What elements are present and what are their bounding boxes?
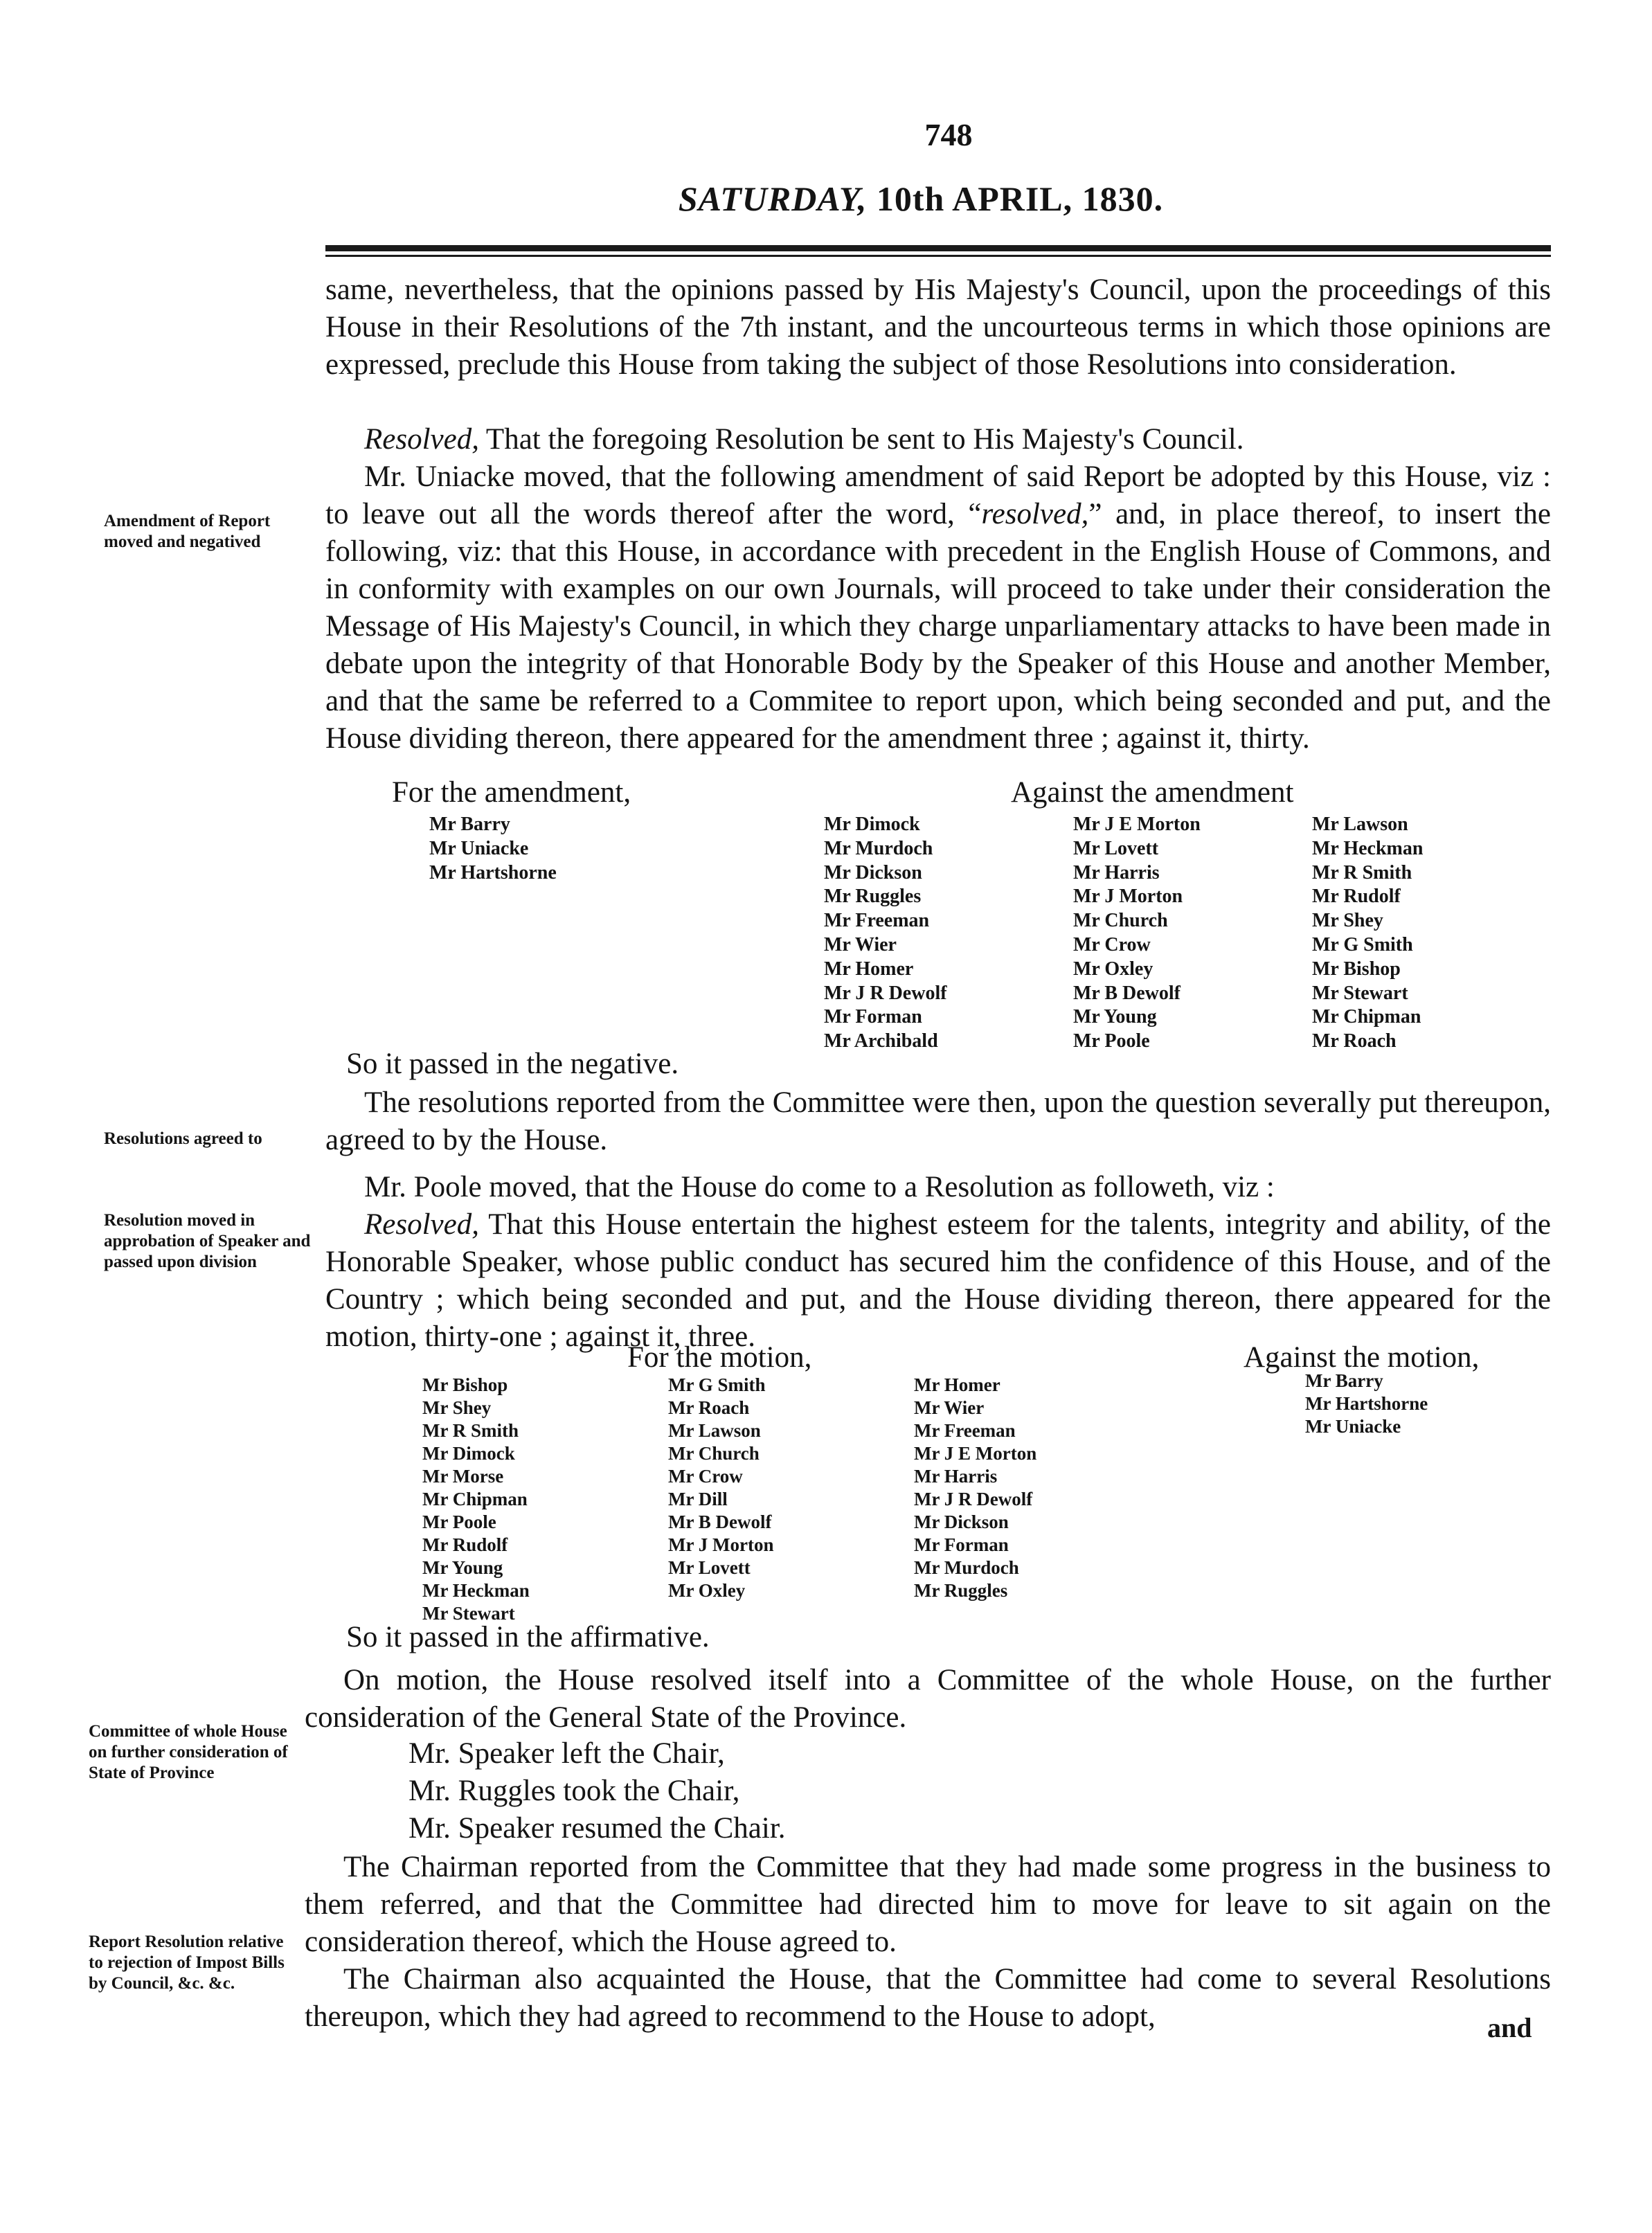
list-item: Mr Ruggles — [824, 886, 922, 908]
list-item: Mr Stewart — [422, 1603, 515, 1624]
list-item: Mr Heckman — [422, 1580, 530, 1601]
paragraph-continuation: same, nevertheless, that the opinions passed by His Majesty's Council, upon the proceedings of this House in their Resolutions of the 7th instant, and the uncourteous terms in which those opinions are expressed, preclude this House from taking the subject of those Resolutions into consideration. — [325, 273, 1551, 381]
list-item: Mr Young — [422, 1557, 503, 1578]
against-motion-heading: Against the motion, — [1244, 1341, 1480, 1374]
list-item: Mr Dimock — [422, 1443, 515, 1464]
list-item: Mr B Dewolf — [1073, 982, 1180, 1004]
list-item: Mr J E Morton — [1073, 814, 1201, 835]
paragraph-chairman-reported: The Chairman reported from the Committee that they had made some progress in the business to them referred, and that the Committee had directed him to move for leave to sit again on the consideration thereof, which the House agreed to. — [305, 1851, 1551, 1958]
margin-note-resolution-moved: Resolution moved in approbation of Speaker and passed upon division — [104, 1211, 311, 1271]
list-item: Mr Homer — [914, 1374, 1000, 1395]
running-head-day: SATURDAY, — [678, 179, 868, 218]
resolved-text: That the foregoing Resolution be sent to His Majesty's Council. — [478, 423, 1244, 456]
resolved-text: That this House entertain the highest esteem for the talents, integrity and ability, of the Honorable Speaker, whose public conduct has secured him the confidence of this House, and of the Country ; which being seconded and put, and the House dividing thereon, there appeared for the motion, thirty-one ; against it, three. — [325, 1208, 1551, 1353]
list-item: Mr Chipman — [1312, 1006, 1421, 1028]
list-item: Mr Murdoch — [824, 837, 933, 859]
ruggles-took-chair: Mr. Ruggles took the Chair, — [408, 1775, 740, 1807]
list-item: Mr Dimock — [824, 814, 920, 835]
for-motion-list-col2 — [668, 1374, 773, 1602]
list-item: Mr G Smith — [1312, 933, 1413, 956]
paragraph-uniacke-amendment — [325, 458, 1551, 757]
list-item: Mr Forman — [914, 1534, 1009, 1555]
list-item: Mr Poole — [1073, 1030, 1150, 1052]
list-item: Mr Heckman — [1312, 837, 1424, 859]
list-item: Mr R Smith — [422, 1420, 519, 1441]
paragraph-committee-whole-house: On motion, the House resolved itself into a Committee of the whole House, on the further consideration of the General State of the Province. — [305, 1664, 1551, 1734]
list-item: Mr Uniacke — [429, 837, 529, 859]
against-amendment-list-col2 — [1073, 813, 1201, 1054]
header-rule-thick — [325, 245, 1551, 251]
list-item: Mr Hartshorne — [429, 861, 557, 884]
list-item: Mr J R Dewolf — [914, 1489, 1033, 1509]
running-head-date: 10th APRIL, 1830. — [876, 179, 1164, 218]
amendment-quoted-word: resolved, — [981, 498, 1089, 530]
against-amendment-list-col1 — [824, 813, 947, 1054]
list-item: Mr Lovett — [1073, 837, 1159, 859]
list-item: Mr B Dewolf — [668, 1512, 772, 1532]
list-item: Mr Forman — [824, 1006, 922, 1028]
list-item: Mr Wier — [914, 1397, 985, 1418]
result-affirmative: So it passed in the affirmative. — [346, 1621, 710, 1653]
resolved-lead: Resolved, — [364, 1208, 479, 1241]
list-item: Mr Dickson — [914, 1512, 1009, 1532]
list-item: Mr Morse — [422, 1466, 504, 1487]
paragraph-resolutions-agreed: The resolutions reported from the Committee were then, upon the question severally put thereupon, agreed to by the House. — [325, 1086, 1551, 1156]
margin-note-amendment: Amendment of Report moved and negatived — [104, 512, 271, 551]
list-item: Mr Oxley — [1073, 958, 1153, 980]
list-item: Mr Lovett — [668, 1557, 751, 1578]
catch-word: and — [1487, 2012, 1532, 2043]
against-amendment-list-col3 — [1312, 813, 1423, 1054]
list-item: Mr Church — [668, 1443, 760, 1464]
list-item: Mr Church — [1073, 910, 1168, 932]
list-item: Mr Harris — [914, 1466, 998, 1487]
against-motion-list — [1305, 1370, 1428, 1438]
list-item: Mr Oxley — [668, 1580, 746, 1601]
for-amendment-heading: For the amendment, — [392, 776, 631, 809]
for-motion-heading: For the motion, — [627, 1341, 812, 1374]
list-item: Mr Chipman — [422, 1489, 528, 1509]
resolved-lead: Resolved, — [364, 423, 479, 456]
list-item: Mr Dickson — [824, 861, 922, 884]
result-negative: So it passed in the negative. — [346, 1048, 679, 1080]
list-item: Mr Freeman — [824, 910, 930, 932]
list-item: Mr Bishop — [1312, 958, 1401, 980]
for-amendment-list — [429, 813, 557, 885]
list-item: Mr Rudolf — [1312, 886, 1401, 908]
list-item: Mr Crow — [1073, 933, 1151, 956]
for-motion-list-col3 — [914, 1374, 1036, 1602]
running-head — [609, 179, 1232, 219]
paragraph-poole-motion: Mr. Poole moved, that the House do come to a Resolution as followeth, viz : — [364, 1171, 1275, 1203]
list-item: Mr Roach — [668, 1397, 750, 1418]
list-item: Mr Harris — [1073, 861, 1160, 884]
list-item: Mr Rudolf — [422, 1534, 508, 1555]
page-number: 748 — [924, 117, 973, 152]
list-item: Mr G Smith — [668, 1374, 766, 1395]
against-amendment-heading: Against the amendment — [1011, 776, 1294, 809]
list-item: Mr Homer — [824, 958, 914, 980]
list-item: Mr Barry — [429, 814, 510, 835]
amendment-text-b: ” and, in place thereof, to insert the following, viz: that this House, in accordance with precedent in the English House of Commons, and in conformity with examples on our own Journals, will proceed to take under their consideration the Message of His Majesty's Council, in which they charge unparliamentary attacks to have been made in debate upon the integrity of that Honorable Body by the Speaker of this House and another Member, and that the same be referred to a Commitee to report upon, which being seconded and put, and the House dividing thereon, there appeared for the amendment three ; against it, thirty. — [325, 498, 1552, 755]
list-item: Mr Bishop — [422, 1374, 508, 1395]
list-item: Mr Freeman — [914, 1420, 1016, 1441]
list-item: Mr Shey — [1312, 910, 1383, 932]
margin-note-report: Report Resolution relative to rejection of Impost Bills by Council, &c. &c. — [89, 1932, 285, 1993]
paragraph-resolved-esteem — [325, 1206, 1551, 1356]
list-item: Mr J Morton — [668, 1534, 774, 1555]
list-item: Mr Archibald — [824, 1030, 938, 1052]
list-item: Mr Uniacke — [1305, 1416, 1401, 1437]
list-item: Mr Roach — [1312, 1030, 1397, 1052]
list-item: Mr R Smith — [1312, 861, 1412, 884]
list-item: Mr Young — [1073, 1006, 1157, 1028]
margin-note-resolutions-agreed: Resolutions agreed to — [104, 1129, 262, 1148]
paragraph-resolved-sent — [325, 421, 1551, 458]
paragraph-chairman-acquainted: The Chairman also acquainted the House, that the Committee had come to several Resolutions thereupon, which they had agreed to recommend to the House to adopt, — [305, 1963, 1551, 2033]
speaker-resumed-chair: Mr. Speaker resumed the Chair. — [408, 1812, 786, 1845]
list-item: Mr Hartshorne — [1305, 1393, 1428, 1414]
list-item: Mr J Morton — [1073, 886, 1183, 908]
list-item: Mr Murdoch — [914, 1557, 1019, 1578]
list-item: Mr Lawson — [668, 1420, 761, 1441]
list-item: Mr Shey — [422, 1397, 492, 1418]
list-item: Mr Stewart — [1312, 982, 1408, 1004]
list-item: Mr Crow — [668, 1466, 743, 1487]
list-item: Mr Lawson — [1312, 814, 1408, 835]
speaker-left-chair: Mr. Speaker left the Chair, — [408, 1737, 725, 1770]
list-item: Mr Barry — [1305, 1370, 1383, 1391]
amendment-text-a: Mr. Uniacke moved, that the following amendment of said Report be adopted by this House, viz : to leave out all the words thereof after the word, “ — [325, 460, 1551, 530]
for-motion-list-col1 — [422, 1374, 530, 1625]
list-item: Mr J E Morton — [914, 1443, 1037, 1464]
header-rule-thin — [325, 255, 1551, 257]
list-item: Mr Dill — [668, 1489, 728, 1509]
list-item: Mr Poole — [422, 1512, 496, 1532]
list-item: Mr Ruggles — [914, 1580, 1008, 1601]
list-item: Mr J R Dewolf — [824, 982, 947, 1004]
list-item: Mr Wier — [824, 933, 897, 956]
margin-note-committee: Committee of whole House on further consideration of State of Province — [89, 1722, 288, 1782]
